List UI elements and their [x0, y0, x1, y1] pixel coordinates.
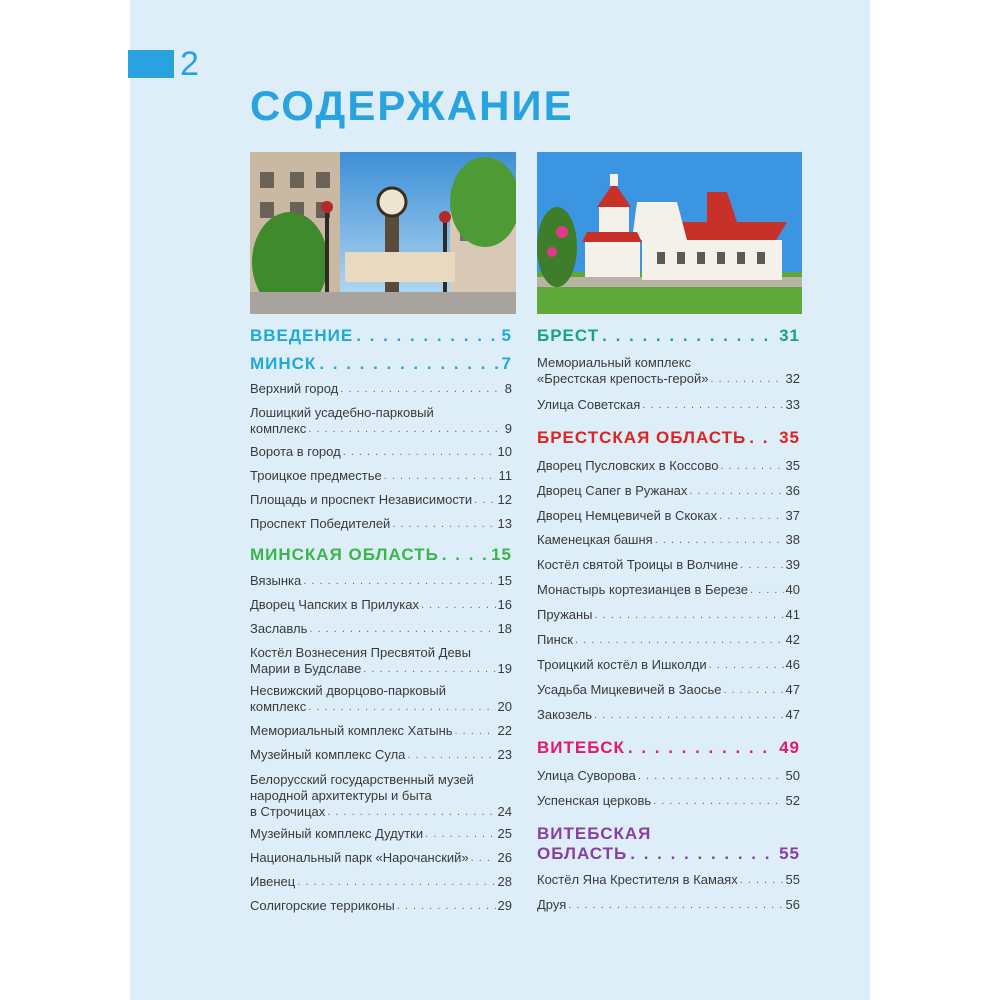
toc-entry-page: 29: [497, 898, 512, 913]
toc-entry-page: 10: [497, 444, 512, 459]
toc-entry-label: «Брестская крепость-герой»: [537, 371, 709, 386]
toc-entry-label: в Строчицах: [250, 804, 326, 819]
toc-entry-label: комплекс: [250, 699, 307, 714]
toc-entry[interactable]: [537, 582, 800, 598]
toc-entry[interactable]: [250, 874, 512, 890]
page-title: СОДЕРЖАНИЕ: [250, 82, 574, 129]
toc-entry-page: 23: [497, 747, 512, 762]
toc-section-vvedenie[interactable]: [250, 326, 512, 346]
toc-entry-label: Дворец Сапег в Ружанах: [537, 483, 688, 498]
toc-entry[interactable]: [537, 657, 800, 673]
toc-entry[interactable]: [537, 397, 800, 413]
toc-section-page: 49: [779, 738, 800, 757]
toc-entry[interactable]: [537, 632, 800, 648]
toc-entry[interactable]: [250, 826, 512, 842]
toc-entry-label: Пружаны: [537, 607, 593, 622]
toc-entry-label: Костёл Вознесения Пресвятой Девы: [250, 645, 471, 660]
toc-entry-label: Усадьба Мицкевичей в Заосье: [537, 682, 722, 697]
toc-entry-label: Костёл Яна Крестителя в Камаях: [537, 872, 738, 887]
toc-entry-page: 8: [504, 381, 512, 396]
toc-entry-label: комплекс: [250, 421, 307, 436]
toc-entry-label: Каменецкая башня: [537, 532, 653, 547]
toc-section-page: 35: [779, 428, 800, 447]
toc-entry-label: Дворец Чапских в Прилуках: [250, 597, 419, 612]
toc-entry-label: Заславль: [250, 621, 308, 636]
toc-entry[interactable]: [250, 645, 512, 677]
toc-section-brest[interactable]: [537, 326, 800, 346]
toc-entry-label: Костёл святой Троицы в Волчине: [537, 557, 739, 572]
toc-entry-page: 19: [497, 661, 512, 676]
toc-entry[interactable]: [250, 492, 512, 508]
toc-entry[interactable]: [250, 772, 512, 820]
toc-entry[interactable]: [537, 872, 800, 888]
toc-entry-page: 12: [497, 492, 512, 507]
toc-section-brest-region[interactable]: [537, 428, 800, 448]
toc-entry-page: 16: [497, 597, 512, 612]
toc-entry-label: Улица Суворова: [537, 768, 636, 783]
toc-entry-label: Вязынка: [250, 573, 302, 588]
toc-entry-page: 22: [497, 723, 512, 738]
toc-entry-label: Мемориальный комплекс Хатынь: [250, 723, 453, 738]
toc-entry-label: Закозель: [537, 707, 592, 722]
toc-entry-label: Монастырь кортезианцев в Березе: [537, 582, 748, 597]
toc-entry-page: 36: [785, 483, 800, 498]
toc-section-page: 15: [491, 545, 512, 564]
toc-entry[interactable]: [537, 897, 800, 913]
toc-entry-label: Ивенец: [250, 874, 296, 889]
toc-entry-page: 39: [785, 557, 800, 572]
toc-entry-label: Улица Советская: [537, 397, 641, 412]
toc-entry-label: Успенская церковь: [537, 793, 652, 808]
toc-entry-page: 52: [785, 793, 800, 808]
toc-entry-page: 38: [785, 532, 800, 547]
toc-section-label: ВИТЕБСК: [537, 738, 625, 757]
toc-entry-page: 50: [785, 768, 800, 783]
toc-section-vitebsk[interactable]: [537, 738, 800, 758]
toc-entry[interactable]: [250, 723, 512, 739]
toc-entry-label: Пинск: [537, 632, 573, 647]
toc-entry-page: 25: [497, 826, 512, 841]
toc-entry[interactable]: [537, 793, 800, 809]
toc-entry-label: Музейный комплекс Дудутки: [250, 826, 424, 841]
toc-entry-page: 35: [785, 458, 800, 473]
toc-entry-page: 55: [785, 872, 800, 887]
toc-entry[interactable]: [250, 621, 512, 637]
toc-entry-page: 37: [785, 508, 800, 523]
toc-entry-label: Троицкий костёл в Ишколди: [537, 657, 707, 672]
toc-entry[interactable]: [250, 516, 512, 532]
toc-entry[interactable]: [537, 355, 800, 387]
toc-entry-label: Музейный комплекс Сула: [250, 747, 406, 762]
toc-entry-label: Марии в Будславе: [250, 661, 362, 676]
toc-entry[interactable]: [250, 683, 512, 715]
toc-entry[interactable]: [250, 444, 512, 460]
toc-section-page: 7: [501, 354, 512, 373]
toc-section-label: ВИТЕБСКАЯ: [537, 824, 652, 843]
toc-entry-label: Лошицкий усадебно-парковый: [250, 405, 434, 420]
toc-entry-page: 9: [504, 421, 512, 436]
toc-entry-page: 13: [497, 516, 512, 531]
toc-entry-page: 33: [785, 397, 800, 412]
toc-section-label: БРЕСТ: [537, 326, 600, 345]
toc-entry[interactable]: [537, 707, 800, 723]
toc-entry-label: Мемориальный комплекс: [537, 355, 692, 370]
toc-entry-page: 18: [497, 621, 512, 636]
toc-entry[interactable]: [250, 468, 512, 484]
toc-entry-label: Солигорские терриконы: [250, 898, 395, 913]
toc-entry[interactable]: [250, 747, 512, 763]
toc-entry-label: Друя: [537, 897, 567, 912]
toc-entry-page: 42: [785, 632, 800, 647]
toc-entry-page: 40: [785, 582, 800, 597]
toc-entry-label: народной архитектуры и быта: [250, 788, 432, 803]
toc-entry[interactable]: [537, 768, 800, 784]
toc-section-minsk-region[interactable]: [250, 545, 512, 565]
page-number-marker: [128, 50, 174, 78]
toc-entry-page: 28: [497, 874, 512, 889]
toc-entry-page: 47: [785, 682, 800, 697]
toc-entry[interactable]: [250, 850, 512, 866]
toc-entry[interactable]: [250, 898, 512, 914]
toc-entry[interactable]: [250, 381, 512, 397]
toc-entry-label: Ворота в город: [250, 444, 341, 459]
toc-entry-label: Несвижский дворцово-парковый: [250, 683, 447, 698]
toc-section-label: МИНСКАЯ ОБЛАСТЬ: [250, 545, 439, 564]
toc-entry-label: Дворец Немцевичей в Скоках: [537, 508, 718, 523]
toc-entry-page: 47: [785, 707, 800, 722]
toc-entry-label: Дворец Пусловских в Коссово: [537, 458, 719, 473]
toc-entry[interactable]: [537, 532, 800, 548]
toc-section-label: ОБЛАСТЬ: [537, 844, 628, 863]
toc-entry-label: Верхний город: [250, 381, 339, 396]
toc-entry-page: 24: [497, 804, 512, 819]
toc-entry-page: 26: [497, 850, 512, 865]
toc-section-label: МИНСК: [250, 354, 317, 373]
toc-section-label: ВВЕДЕНИЕ: [250, 326, 354, 345]
brest-church-photo: [537, 152, 802, 314]
toc-entry-page: 46: [785, 657, 800, 672]
toc-entry[interactable]: [250, 573, 512, 589]
toc-entry[interactable]: [537, 682, 800, 698]
toc-section-vitebsk-region[interactable]: [537, 824, 800, 864]
toc-entry-page: 20: [497, 699, 512, 714]
toc-entry-label: Проспект Победителей: [250, 516, 391, 531]
toc-entry-page: 32: [785, 371, 800, 386]
toc-entry-page: 15: [497, 573, 512, 588]
toc-entry-label: Белорусский государственный музей: [250, 772, 474, 787]
toc-section-page: 5: [501, 326, 512, 345]
toc-entry-label: Троицкое предместье: [250, 468, 382, 483]
toc-entry[interactable]: [537, 557, 800, 573]
toc-section-label: БРЕСТСКАЯ ОБЛАСТЬ: [537, 428, 747, 447]
toc-entry[interactable]: [250, 597, 512, 613]
toc-section-page: 55: [779, 844, 800, 863]
minsk-clock-street-photo: [250, 152, 516, 314]
page-number: 2: [180, 45, 199, 83]
toc-entry-label: Площадь и проспект Независимости: [250, 492, 473, 507]
toc-entry[interactable]: [537, 458, 800, 474]
toc-entry[interactable]: [250, 405, 512, 437]
toc-section-page: 31: [779, 326, 800, 345]
toc-entry[interactable]: [537, 508, 800, 524]
toc-entry[interactable]: [537, 483, 800, 499]
toc-entry-page: 41: [785, 607, 800, 622]
toc-entry-label: Национальный парк «Нарочанский»: [250, 850, 469, 865]
toc-section-minsk[interactable]: [250, 354, 512, 374]
toc-entry-page: 11: [498, 468, 512, 483]
toc-entry-page: 56: [785, 897, 800, 912]
toc-entry[interactable]: [537, 607, 800, 623]
